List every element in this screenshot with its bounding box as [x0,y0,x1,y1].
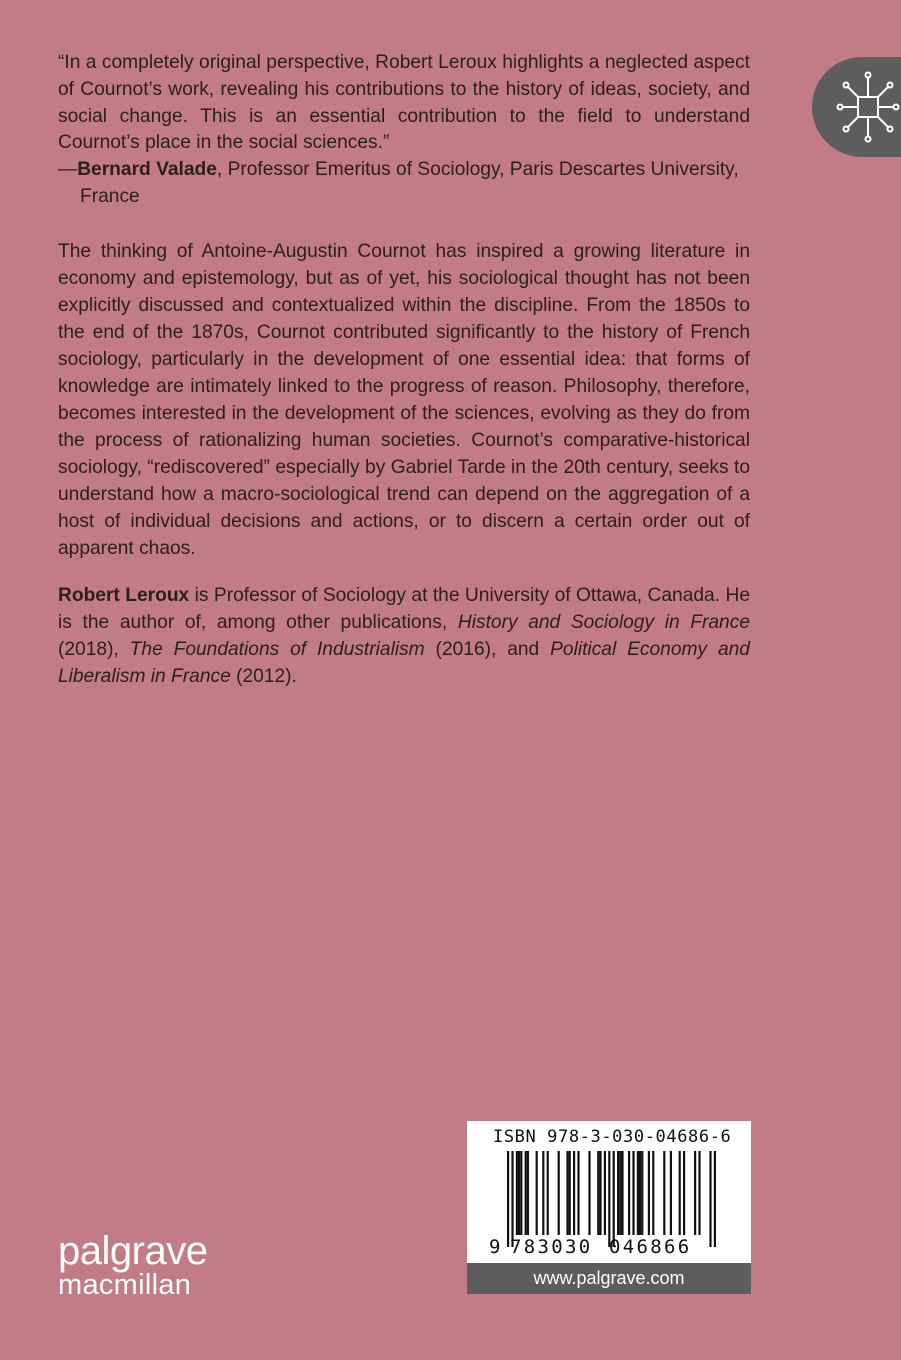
barcode-bar [679,1151,681,1235]
barcode-bar [558,1151,560,1235]
barcode-bar [694,1151,696,1235]
barcode-bar [604,1151,606,1235]
author-bio: Robert Leroux is Professor of Sociology at the University of Ottawa, Canada. He is the author of, among other publications, History and Sociology in France (2018), The Foundations of Industrialism (2016), and Political Economy and Liberalism in France (2012). [58,585,750,687]
endorser-name: Bernard Valade [77,159,217,180]
barcode-bar [621,1151,623,1235]
book-title-3: Political Economy and Liberalism in France [58,639,750,687]
barcode-bar [628,1151,630,1235]
publisher-logo-line2: macmillan [58,1269,192,1301]
barcode-bar [542,1151,544,1235]
publisher-website: www.palgrave.com [467,1263,751,1294]
barcode-bar [698,1151,700,1235]
barcode-bar [641,1151,643,1235]
barcode-bar [527,1151,529,1235]
barcode-bar [714,1151,716,1247]
barcode-bar [637,1151,639,1235]
barcode-bar [597,1151,599,1235]
barcode-bar [632,1151,634,1235]
barcode-bar [663,1151,665,1235]
isbn-barcode [467,1121,751,1263]
barcode-bar [525,1151,527,1235]
attribution-dash: — [58,159,78,180]
palgrave-network-icon [836,69,900,145]
barcode-bar [683,1151,685,1235]
barcode-bar [652,1151,654,1235]
barcode-bar [617,1151,619,1235]
book-title-2: The Foundations of Industrialism [129,639,425,660]
barcode-bar [670,1151,672,1235]
barcode-bar [599,1151,601,1235]
barcode-bar [569,1151,571,1235]
author-name: Robert Leroux [58,585,190,606]
barcode-bar [573,1151,575,1235]
barcode-bar [511,1151,513,1247]
barcode-bar [648,1151,650,1235]
book-title-1: History and Sociology in France [457,612,750,633]
barcode-bar [547,1151,549,1235]
publisher-badge [812,57,901,157]
ean-first-digit: 9 [489,1236,501,1258]
endorsement-attribution [58,157,758,211]
barcode-bar [536,1151,538,1235]
barcode-bar [613,1151,615,1247]
barcode-bar [516,1151,518,1235]
book-description: The thinking of Antoine-Augustin Cournot has inspired a growing literature in economy and epistemology, but as of yet, his sociological thought has not been explicitly discussed and contextualized within the discipline. From the 1850s to the end of the 1870s, Cournot contributed significantly to the history of French sociology, particularly in the development of one essential idea: that forms of knowledge are intimately linked to the progress of reason. Philosophy, therefore, becomes interested in the development of the sciences, evolving as they do from the process of rationalizing human societies. Cournot’s comparative-historical sociology, “rediscovered” especially by Gabriel Tarde in the 20th century, seeks to understand how a macro-sociological trend can depend on the aggregation of a host of individual decisions and actions, or to discern a certain order out of apparent chaos. [58,241,750,559]
barcode-bar [608,1151,610,1247]
barcode-bar [520,1151,522,1235]
barcode-bar [577,1151,579,1235]
endorser-affiliation-country: France [80,185,140,207]
barcode-bar [507,1151,509,1247]
publisher-logo [58,1229,208,1301]
barcode-bar [518,1151,520,1235]
isbn-label: ISBN 978-3-030-04686-6 [493,1127,732,1147]
endorsement-quote: “In a completely original perspective, Robert Leroux highlights a neglected aspect of Cournot’s work, revealing his contributions to the history of ideas, society, and social change. This is an essential contribution to the field to understand Cournot’s place in the social sciences.” [58,52,750,154]
ean-right-digits: 046866 [609,1236,692,1258]
barcode-bar [619,1151,621,1235]
publisher-logo-line1: palgrave [58,1229,208,1273]
barcode-bar [709,1151,711,1247]
barcode-bar [588,1151,590,1235]
ean-left-digits: 783030 [510,1236,593,1258]
barcode-bar [566,1151,568,1235]
endorser-affiliation: , Professor Emeritus of Sociology, Paris Descartes University, [216,159,739,180]
barcode-bar [639,1151,641,1235]
